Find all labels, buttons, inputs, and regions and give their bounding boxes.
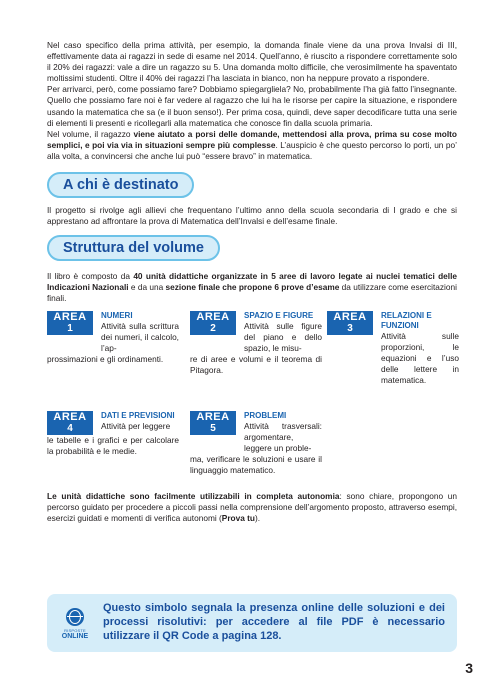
area-1-desc-below: prossimazioni e gli ordinamenti. — [47, 353, 164, 364]
online-label-top: RISPOSTE — [64, 628, 86, 633]
closing-text: : sono chiare, propongono un percorso guidato per procedere a piccoli passi nella comprensione dell’argomento proposto, attraverso esempi, esercizi guidati e momenti di verifica autonomi ( — [47, 490, 457, 523]
intro-text — [47, 40, 457, 162]
area-1-desc-side: Attività sulla scrittura dei numeri, il calcolo, l’ap- — [101, 320, 179, 353]
area-2-number: 2 — [210, 322, 216, 334]
online-label-bottom: ONLINE — [61, 633, 89, 640]
area-4-number: 4 — [67, 422, 73, 434]
structure-mid: e da una — [128, 282, 166, 293]
area-5-desc-side: Attività trasversali: argomentare, leggere un proble- — [244, 420, 322, 453]
area-3-number: 3 — [347, 322, 353, 334]
area-2-desc-below: re di aree e volumi e il teorema di Pitagora. — [190, 353, 322, 375]
area-3-badge — [327, 311, 373, 335]
area-4-desc-below: le tabelle e i grafici e per calcolare la probabilità e le medie. — [47, 434, 179, 456]
area-2-desc-side: Attività sulle figure del piano e dello spazio, le misu- — [244, 320, 322, 353]
page-number: 3 — [465, 660, 473, 676]
area-5-word: AREA — [196, 410, 230, 423]
intro-p3-bold: viene aiutato a porsi delle domande, mettendosi alla prova, prima su cose molto semplici, e poi via via in situazioni sempre più complesse — [47, 128, 457, 150]
area-3-title: RELAZIONI E FUNZIONI — [381, 310, 432, 330]
area-5-desc-below: ma, verificare le soluzioni e usare il linguaggio matematico. — [190, 453, 322, 475]
area-2-badge — [190, 311, 236, 335]
closing-end: ). — [254, 512, 261, 523]
area-4-title: DATI E PREVISIONI — [101, 410, 175, 420]
area-4-desc-side: Attività per leggere — [101, 420, 171, 431]
online-note-box — [47, 594, 457, 652]
closing-bold: Le unità didattiche sono facilmente utilizzabili in completa autonomia — [47, 490, 340, 501]
area-4-badge — [47, 411, 93, 435]
area-1-word: AREA — [53, 310, 87, 323]
area-4-word: AREA — [53, 410, 87, 423]
intro-p3-post: . L’auspicio è che questo percorso lo porti, un po’ alla volta, a convincersi che anche lui può “essere bravo” in matematica. — [47, 139, 457, 161]
page-content — [47, 40, 457, 524]
online-answers-badge — [57, 608, 93, 641]
area-5-block — [190, 411, 322, 476]
area-5-title: PROBLEMI — [244, 410, 287, 420]
areas-grid — [47, 311, 457, 491]
area-1-block — [47, 311, 179, 365]
area-5-number: 5 — [210, 422, 216, 434]
area-3-desc-side: Attività sulle proporzioni, le equazioni e l’uso delle lettere in matematica. — [381, 330, 459, 385]
intro-p3-pre: Nel volume, il ragazzo — [47, 128, 134, 139]
intro-paragraph-3 — [47, 129, 457, 162]
globe-icon — [66, 608, 84, 626]
area-1-number: 1 — [67, 322, 73, 334]
intro-paragraph-2: Per arrivarci, però, come possiamo fare? Dobbiamo spiegargliela? No, probabilmente l’ha già fatto l’insegnante. Quello che possiamo fare noi è far vedere al ragazzo che lui ha le risorse per capire la situazione, e rispondere usando la matematica che sa (e il buon senso!). Per prima cosa, quindi, deve saper decodificare tutta una serie di elementi li presenti e ricollegarli alla matematica che conosce fin dalla scuola primaria. — [47, 84, 457, 128]
area-2-title: SPAZIO E FIGURE — [244, 310, 314, 320]
section-target-text: Il progetto si rivolge agli allievi che frequentano l’ultimo anno della scuola secondaria di I grado e che si apprestano ad affrontare la prova di Matematica dell’Invalsi e dell’esame finale. — [47, 205, 457, 227]
structure-bold-2: sezione finale che propone 6 prove d’esame — [165, 282, 340, 293]
section-structure-text — [47, 271, 457, 304]
intro-paragraph-1: Nel caso specifico della prima attività, per esempio, la domanda finale viene da una prova Invalsi di III, effettivamente data ai ragazzi in sede di esame nel 2014. Quell’anno, è riuscito a rispondere correttamente solo il 20% dei ragazzi: vale a dire un ragazzo su 5. Una domanda molto difficile, che verosimilmente ha spaventato moltissimi studenti. Oltre il 40% dei ragazzi l’ha lasciata in bianco, non ha neppure provato a rispondere. — [47, 40, 457, 84]
closing-bold-2: Prova tu — [221, 512, 255, 523]
area-5-badge — [190, 411, 236, 435]
closing-paragraph — [47, 491, 457, 524]
area-1-badge — [47, 311, 93, 335]
area-3-word: AREA — [333, 310, 367, 323]
section-title-target: A chi è destinato — [47, 172, 194, 198]
structure-pre: Il libro è composto da — [47, 271, 134, 282]
structure-bold-1: 40 unità didattiche organizzate in 5 aree di lavoro legate ai nuclei tematici delle Indicazioni Nazionali — [47, 271, 457, 293]
section-title-structure: Struttura del volume — [47, 235, 220, 261]
area-1-title: NUMERI — [101, 310, 133, 320]
structure-post: da utilizzare come esercitazioni finali. — [47, 282, 457, 304]
area-2-word: AREA — [196, 310, 230, 323]
online-note-text: Questo simbolo segnala la presenza online delle soluzioni e dei processi risolutivi: per accedere al file PDF è necessario utilizzare il QR Code a pagina 128. — [103, 602, 445, 642]
area-4-block — [47, 411, 179, 457]
area-3-block — [327, 311, 459, 386]
area-2-block — [190, 311, 322, 376]
